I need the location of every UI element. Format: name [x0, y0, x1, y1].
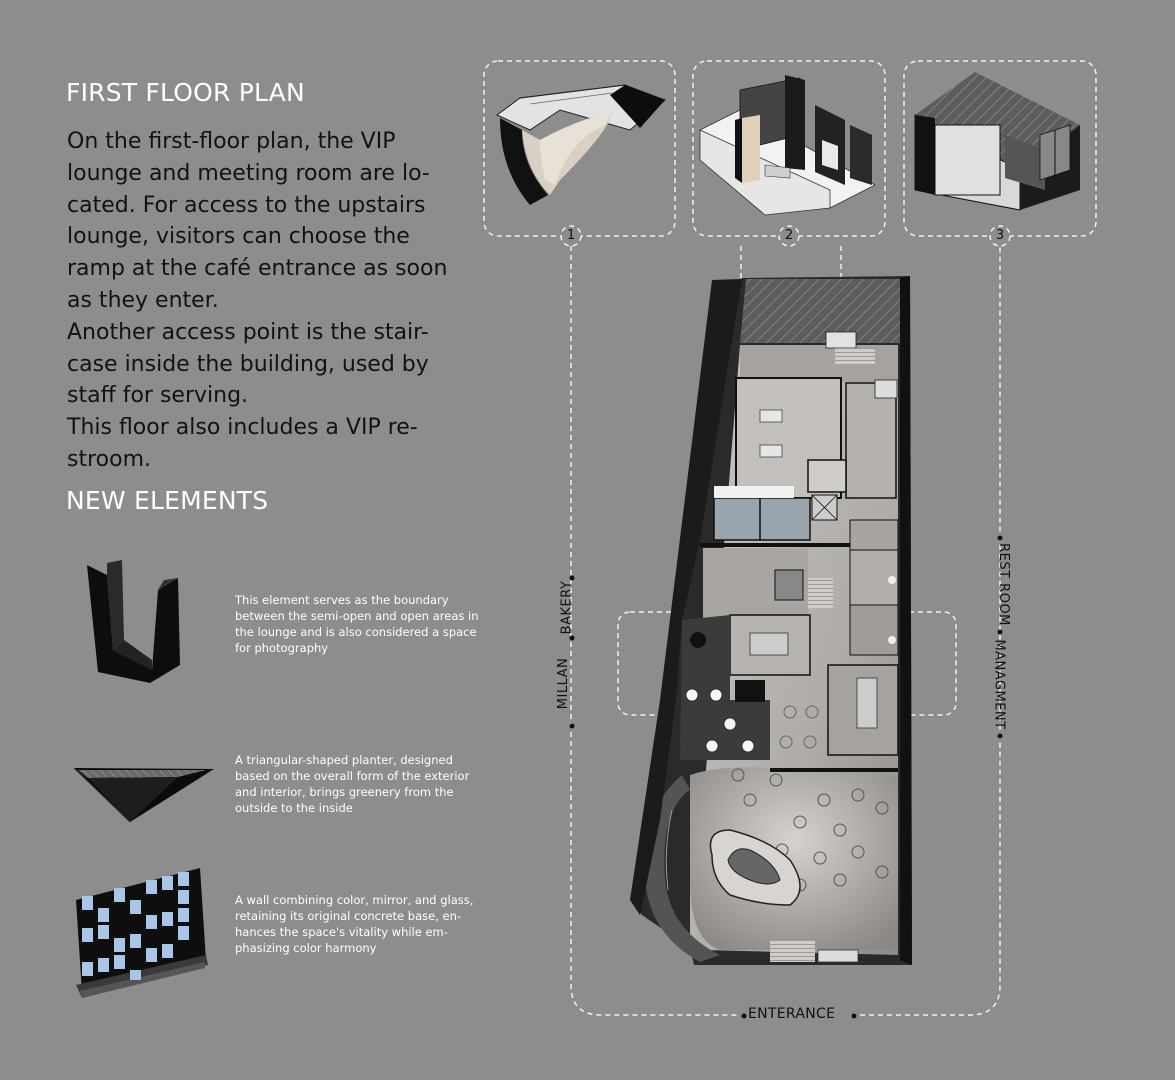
description-paragraph: Another access point is the stair-case inside the building, used by staff for serving. — [67, 319, 429, 409]
label-rest-room: REST ROOM — [995, 543, 1011, 626]
roof-terrace — [740, 279, 900, 343]
view-2-interior-perspective — [700, 75, 875, 215]
u-shaped-wall-icon — [87, 560, 180, 683]
description-paragraph: This floor also includes a VIP re-stroom. — [67, 415, 418, 472]
page-title: FIRST FLOOR PLAN — [66, 78, 305, 107]
color-mirror-wall-icon — [76, 868, 208, 998]
view-number-2: 2 — [784, 228, 794, 243]
new-elements-title: NEW ELEMENTS — [66, 486, 269, 515]
view-3-room-perspective — [915, 72, 1080, 210]
label-entrance: ENTERANCE — [748, 1006, 836, 1022]
element-description: A wall combining color, mirror, and glass, retaining its original concrete base, en-hances the space's vitality while em-phasizing color harmony — [235, 893, 474, 955]
label-millan: MILLAN — [556, 657, 572, 710]
element-description: A triangular-shaped planter, designed based on the overall form of the exterior and interior, brings greenery from the outside to the inside — [235, 753, 470, 815]
element-description: This element serves as the boundary between the semi-open and open areas in the lounge and is also considered a space for photography — [235, 593, 479, 655]
floor-plan — [630, 276, 912, 965]
view-1-ramp-perspective — [497, 85, 665, 205]
label-bakery: BAKERY — [559, 580, 575, 635]
view-number-3: 3 — [995, 228, 1005, 243]
view-number-1: 1 — [566, 228, 576, 243]
triangular-planter-icon — [74, 768, 214, 822]
description-paragraph: On the first-floor plan, the VIP lounge and meeting room are lo-cated. For access to the upstairs lounge, visitors can choose the ramp at the café entrance as soon as they enter. — [67, 129, 448, 313]
label-managment: MANAGMENT — [991, 639, 1007, 730]
